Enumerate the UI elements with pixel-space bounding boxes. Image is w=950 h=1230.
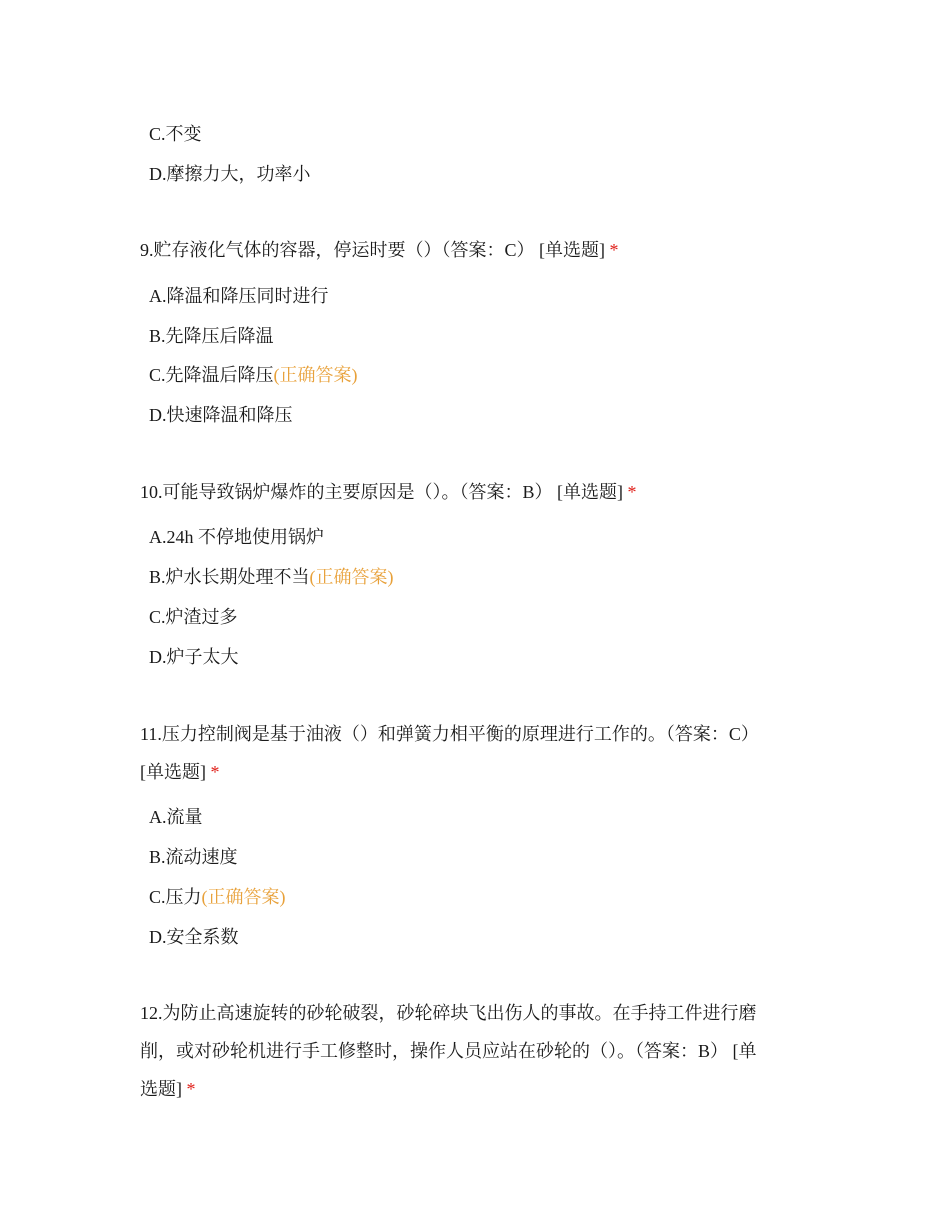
option-d-prev: D.摩擦力大，功率小 [149, 164, 311, 184]
question-10-option-c: C.炉渣过多 [149, 607, 238, 627]
question-12-title-line-3: 选题] * [140, 1079, 196, 1099]
question-11-option-c: C.压力(正确答案) [149, 887, 286, 907]
question-11-option-b: B.流动速度 [149, 847, 238, 867]
question-12-title-line-1: 12.为防止高速旋转的砂轮破裂，砂轮碎块飞出伤人的事故。在手持工件进行磨 [140, 1003, 757, 1023]
question-11-option-d: D.安全系数 [149, 927, 239, 947]
correct-answer-mark: (正确答案) [273, 365, 358, 385]
question-9-option-c: C.先降温后降压(正确答案) [149, 365, 358, 385]
required-marker: * [627, 482, 637, 502]
correct-answer-mark: (正确答案) [201, 887, 286, 907]
question-10-title: 10.可能导致锅炉爆炸的主要原因是（）。（答案：B） [单选题] * [140, 482, 637, 502]
question-9-option-b: B.先降压后降温 [149, 326, 274, 346]
required-marker: * [609, 240, 619, 260]
question-9-title: 9.贮存液化气体的容器，停运时要（）（答案：C） [单选题] * [140, 240, 619, 260]
question-11-title-line-1: 11.压力控制阀是基于油液（）和弹簧力相平衡的原理进行工作的。（答案：C） [140, 724, 759, 744]
required-marker: * [186, 1079, 196, 1099]
question-11-option-a: A.流量 [149, 807, 203, 827]
question-10-option-d: D.炉子太大 [149, 647, 239, 667]
correct-answer-mark: (正确答案) [309, 567, 394, 587]
question-11-title-line-2: [单选题] * [140, 762, 220, 782]
option-c-prev: C.不变 [149, 124, 202, 144]
question-9-option-d: D.快速降温和降压 [149, 405, 293, 425]
question-10-option-a: A.24h 不停地使用锅炉 [149, 527, 324, 547]
required-marker: * [210, 762, 220, 782]
question-12-title-line-2: 削，或对砂轮机进行手工修整时，操作人员应站在砂轮的（）。（答案：B） [单 [140, 1041, 757, 1061]
question-9-option-a: A.降温和降压同时进行 [149, 286, 329, 306]
question-10-option-b: B.炉水长期处理不当(正确答案) [149, 567, 394, 587]
